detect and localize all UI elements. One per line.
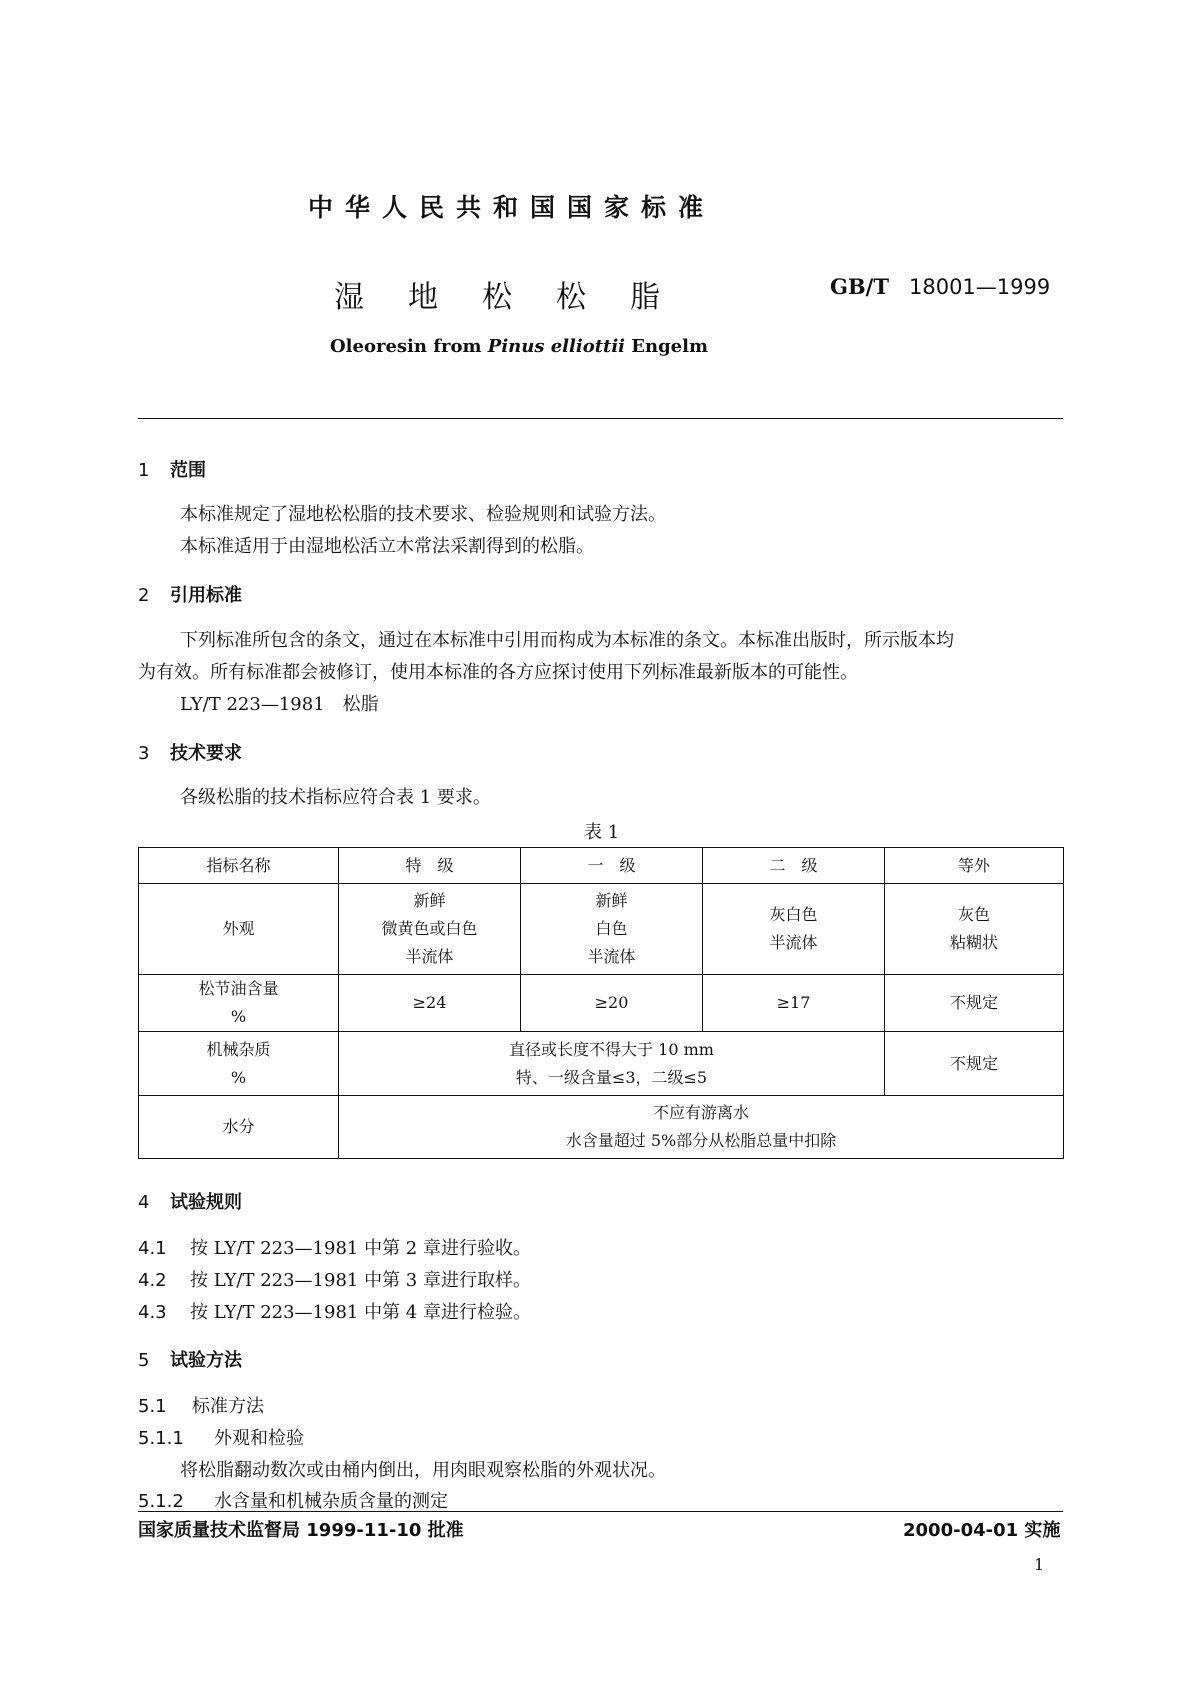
- page-number: 1: [1034, 1555, 1045, 1574]
- cell-water-merged: 不应有游离水 水含量超过 5%部分从松脂总量中扣除: [339, 1096, 1064, 1159]
- english-title: [330, 336, 708, 357]
- standard-code-prefix: GB/T: [830, 274, 889, 299]
- table-row-turpentine: [139, 975, 1064, 1032]
- clause-4-3: 4.3 按 LY/T 223—1981 中第 4 章进行检验。: [138, 1302, 531, 1323]
- english-title-pre: Oleoresin from: [330, 336, 488, 357]
- header-rule: [138, 418, 1063, 419]
- header-cell-grade1: 一 级: [521, 848, 703, 884]
- header-cell-indicator: 指标名称: [139, 848, 339, 884]
- section-5-heading: 5 试验方法: [138, 1350, 242, 1371]
- cell-impurity-label: 机械杂质 %: [139, 1032, 339, 1096]
- cell-turpentine-grade2: ≥17: [703, 975, 885, 1032]
- table-header-row: [139, 848, 1064, 884]
- implementation-date: 2000-04-01 实施: [903, 1520, 1061, 1541]
- clause-4-2: 4.2 按 LY/T 223—1981 中第 3 章进行取样。: [138, 1270, 531, 1291]
- header-cell-special: 特 级: [339, 848, 521, 884]
- section-2-reference: LY/T 223—1981 松脂: [180, 694, 379, 715]
- standard-title: 湿地松松脂: [334, 280, 704, 315]
- table-caption: 表 1: [584, 822, 620, 843]
- footer-rule: [138, 1511, 1063, 1512]
- section-1-paragraph-2: 本标准适用于由湿地松活立木常法采割得到的松脂。: [180, 536, 594, 557]
- national-standard-heading: 中华人民共和国国家标准: [308, 193, 716, 222]
- cell-water-label: 水分: [139, 1096, 339, 1159]
- section-2-paragraph-line-2: 为有效。所有标准都会被修订，使用本标准的各方应探讨使用下列标准最新版本的可能性。: [138, 662, 858, 683]
- spec-table: [138, 847, 1064, 1159]
- table-row-water: [139, 1096, 1064, 1159]
- cell-appearance-other: 灰色 粘糊状: [885, 884, 1064, 975]
- cell-impurity-other: 不规定: [885, 1032, 1064, 1096]
- standard-code: [830, 274, 1050, 299]
- header-cell-other: 等外: [885, 848, 1064, 884]
- section-1-paragraph-1: 本标准规定了湿地松松脂的技术要求、检验规则和试验方法。: [180, 504, 666, 525]
- cell-impurity-merged: 直径或长度不得大于 10 mm 特、一级含量≤3，二级≤5: [339, 1032, 885, 1096]
- section-3-paragraph: 各级松脂的技术指标应符合表 1 要求。: [180, 787, 491, 808]
- standard-code-number: 18001—1999: [908, 275, 1051, 299]
- cell-turpentine-grade1: ≥20: [521, 975, 703, 1032]
- english-title-post: Engelm: [625, 336, 709, 357]
- cell-turpentine-label: 松节油含量 %: [139, 975, 339, 1032]
- clause-5-1-1: 5.1.1 外观和检验: [138, 1428, 304, 1449]
- cell-turpentine-other: 不规定: [885, 975, 1064, 1032]
- section-2-heading: 2 引用标准: [138, 585, 242, 606]
- section-1-heading: 1 范围: [138, 460, 206, 481]
- table-row-appearance: [139, 884, 1064, 975]
- cell-appearance-grade1: 新鲜 白色 半流体: [521, 884, 703, 975]
- clause-5-1-1-paragraph: 将松脂翻动数次或由桶内倒出，用肉眼观察松脂的外观状况。: [180, 1460, 666, 1481]
- english-title-species: Pinus elliottii: [487, 336, 626, 357]
- cell-appearance-special: 新鲜 微黄色或白色 半流体: [339, 884, 521, 975]
- table-row-impurity: [139, 1032, 1064, 1096]
- approval-date: 国家质量技术监督局 1999-11-10 批准: [138, 1520, 464, 1541]
- cell-appearance-label: 外观: [139, 884, 339, 975]
- cell-turpentine-special: ≥24: [339, 975, 521, 1032]
- clause-5-1-2: 5.1.2 水含量和机械杂质含量的测定: [138, 1491, 448, 1512]
- clause-5-1: 5.1 标准方法: [138, 1396, 264, 1417]
- section-2-paragraph-line-1: 下列标准所包含的条文，通过在本标准中引用而构成为本标准的条文。本标准出版时，所示版本均: [180, 630, 954, 651]
- section-3-heading: 3 技术要求: [138, 743, 242, 764]
- clause-4-1: 4.1 按 LY/T 223—1981 中第 2 章进行验收。: [138, 1238, 531, 1259]
- section-4-heading: 4 试验规则: [138, 1192, 242, 1213]
- cell-appearance-grade2: 灰白色 半流体: [703, 884, 885, 975]
- header-cell-grade2: 二 级: [703, 848, 885, 884]
